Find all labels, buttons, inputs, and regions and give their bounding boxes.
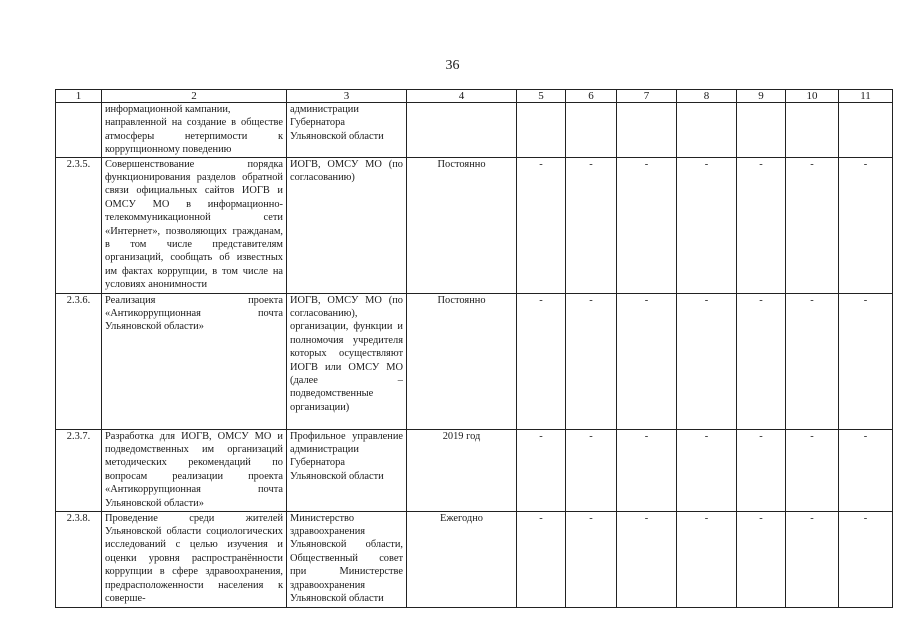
value-cell: - bbox=[786, 429, 839, 511]
value-cell: - bbox=[517, 511, 566, 607]
executor-text: Министерство здравоохранения Ульяновской области, Общественный совет при Министерстве здравоохранения Ульяновской области bbox=[287, 511, 407, 607]
value-cell: - bbox=[566, 157, 617, 293]
term-text: Ежегодно bbox=[407, 511, 517, 607]
page-number: 36 bbox=[445, 58, 460, 73]
executor-text: ИОГВ, ОМСУ МО (по согласованию) bbox=[287, 157, 407, 293]
executor-text: администрации Губернатора Ульяновской области bbox=[287, 103, 407, 158]
value-cell: - bbox=[839, 293, 893, 429]
measure-text: Реализация проекта «Антикоррупционная почта Ульяновской области» bbox=[102, 293, 287, 429]
value-cell bbox=[517, 103, 566, 158]
term-text: 2019 год bbox=[407, 429, 517, 511]
value-cell: - bbox=[737, 429, 786, 511]
column-number: 4 bbox=[407, 90, 517, 103]
value-cell: - bbox=[786, 157, 839, 293]
column-number: 9 bbox=[737, 90, 786, 103]
value-cell: - bbox=[517, 429, 566, 511]
term-text bbox=[407, 103, 517, 158]
item-number: 2.3.5. bbox=[56, 157, 102, 293]
term-text: Постоянно bbox=[407, 157, 517, 293]
column-number: 8 bbox=[677, 90, 737, 103]
value-cell: - bbox=[677, 157, 737, 293]
item-number: 2.3.7. bbox=[56, 429, 102, 511]
value-cell: - bbox=[617, 511, 677, 607]
item-number bbox=[56, 103, 102, 158]
value-cell bbox=[566, 103, 617, 158]
value-cell: - bbox=[566, 293, 617, 429]
item-number: 2.3.8. bbox=[56, 511, 102, 607]
value-cell: - bbox=[677, 511, 737, 607]
value-cell: - bbox=[617, 157, 677, 293]
value-cell bbox=[617, 103, 677, 158]
column-number: 10 bbox=[786, 90, 839, 103]
column-number: 11 bbox=[839, 90, 893, 103]
value-cell: - bbox=[617, 429, 677, 511]
column-number: 7 bbox=[617, 90, 677, 103]
item-number: 2.3.6. bbox=[56, 293, 102, 429]
term-text: Постоянно bbox=[407, 293, 517, 429]
value-cell: - bbox=[566, 511, 617, 607]
measure-text: информационной кампании, направленной на создание в обществе атмосферы нетерпимости к коррупционному поведению bbox=[102, 103, 287, 158]
column-number: 5 bbox=[517, 90, 566, 103]
value-cell bbox=[737, 103, 786, 158]
column-number-row bbox=[56, 90, 893, 103]
value-cell: - bbox=[677, 293, 737, 429]
value-cell: - bbox=[839, 429, 893, 511]
executor-text: Профильное управление администрации Губернатора Ульяновской области bbox=[287, 429, 407, 511]
value-cell: - bbox=[839, 157, 893, 293]
value-cell: - bbox=[737, 157, 786, 293]
table-row bbox=[56, 429, 893, 511]
executor-text: ИОГВ, ОМСУ МО (по согласованию), организации, функции и полномочия учредителя которых осуществляют ИОГВ или ОМСУ МО (далее – подведомственные организации) bbox=[287, 293, 407, 429]
value-cell bbox=[786, 103, 839, 158]
value-cell bbox=[677, 103, 737, 158]
column-number: 1 bbox=[56, 90, 102, 103]
plan-table bbox=[55, 89, 893, 608]
table-row bbox=[56, 511, 893, 607]
value-cell: - bbox=[517, 157, 566, 293]
value-cell: - bbox=[737, 293, 786, 429]
value-cell: - bbox=[737, 511, 786, 607]
measure-text: Разработка для ИОГВ, ОМСУ МО и подведомственных им организаций методических рекомендаций по вопросам реализации проекта «Антикоррупционная почта Ульяновской области» bbox=[102, 429, 287, 511]
column-number: 2 bbox=[102, 90, 287, 103]
column-number: 6 bbox=[566, 90, 617, 103]
measure-text: Совершенствование порядка функционирования разделов обратной связи официальных сайтов ИОГВ и ОМСУ МО в информационно-телекоммуникационной сети «Интернет», позволяющих гражданам, в том числе представителям организаций, сообщать об известных им фактах коррупции, в том числе на условиях анонимности bbox=[102, 157, 287, 293]
value-cell: - bbox=[839, 511, 893, 607]
table-row bbox=[56, 157, 893, 293]
value-cell: - bbox=[617, 293, 677, 429]
value-cell: - bbox=[566, 429, 617, 511]
value-cell: - bbox=[786, 293, 839, 429]
table-row bbox=[56, 293, 893, 429]
value-cell: - bbox=[677, 429, 737, 511]
measure-text: Проведение среди жителей Ульяновской области социологических исследований с целью изучения и оценки уровня распространённости коррупции в сфере здравоохранения, предрасположенности населения к соверше- bbox=[102, 511, 287, 607]
table-row bbox=[56, 103, 893, 158]
value-cell: - bbox=[786, 511, 839, 607]
column-number: 3 bbox=[287, 90, 407, 103]
value-cell: - bbox=[517, 293, 566, 429]
value-cell bbox=[839, 103, 893, 158]
